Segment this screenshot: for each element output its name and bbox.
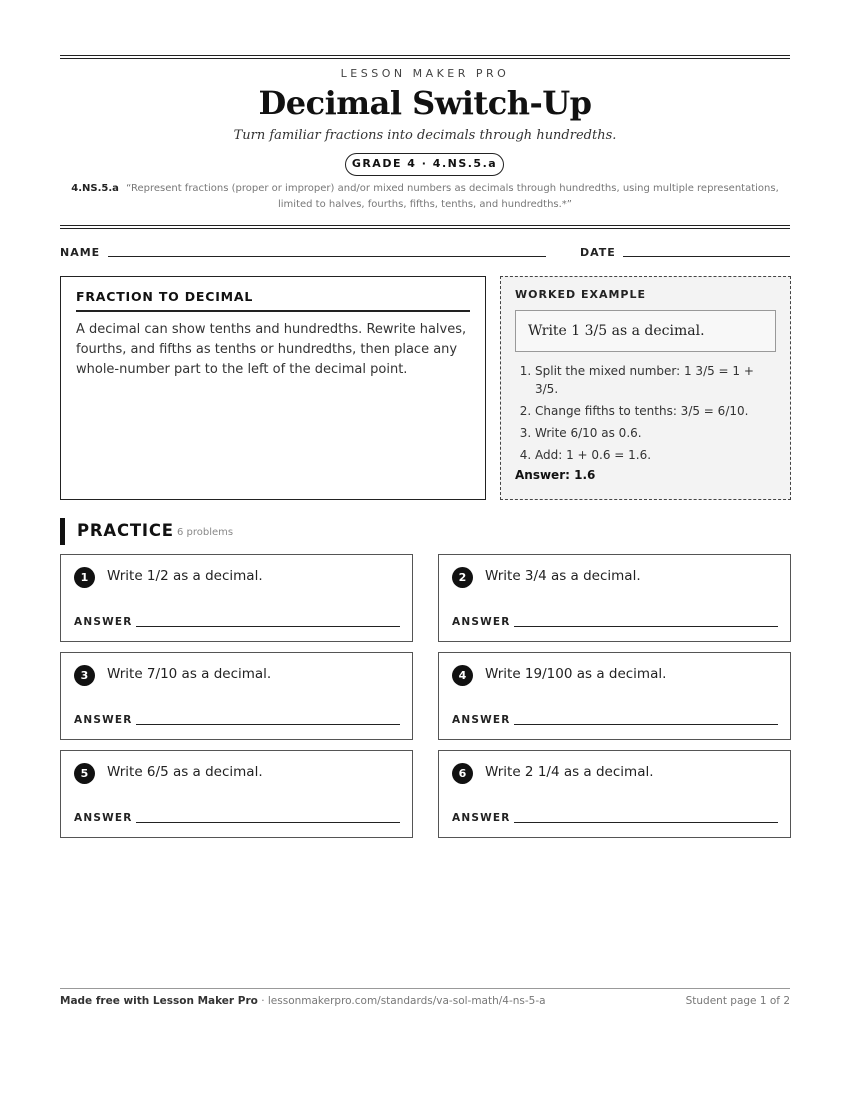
concept-heading: FRACTION TO DECIMAL: [76, 289, 470, 312]
answer-field-1[interactable]: [136, 626, 400, 627]
name-field[interactable]: [108, 256, 546, 257]
worked-example-prompt: Write 1 3/5 as a decimal.: [515, 310, 776, 352]
problem-text: Write 19/100 as a decimal.: [485, 666, 667, 682]
answer-label: ANSWER: [452, 714, 511, 726]
footer-url: · lessonmakerpro.com/standards/va-sol-math/4-ns-5-a: [257, 995, 546, 1007]
header-bottom-rule: [60, 225, 790, 226]
answer-field-6[interactable]: [514, 822, 778, 823]
worked-example-steps: [515, 362, 776, 464]
worked-example-step: 3. Write 6/10 as 0.6.: [535, 424, 776, 442]
practice-count: 6 problems: [177, 527, 234, 538]
problem-card-6: [438, 750, 791, 838]
answer-label: ANSWER: [74, 616, 133, 628]
answer-field-2[interactable]: [514, 626, 778, 627]
answer-label: ANSWER: [452, 616, 511, 628]
problem-number: 2: [452, 567, 473, 588]
footer-rule: [60, 988, 790, 989]
problem-text: Write 3/4 as a decimal.: [485, 568, 641, 584]
date-field[interactable]: [623, 256, 790, 257]
footer-credit: [60, 995, 546, 1007]
answer-field-3[interactable]: [136, 724, 400, 725]
worked-example-step: 1. Split the mixed number: 1 3/5 = 1 + 3/5.: [535, 362, 776, 398]
answer-field-5[interactable]: [136, 822, 400, 823]
problem-card-3: [60, 652, 413, 740]
problem-text: Write 2 1/4 as a decimal.: [485, 764, 654, 780]
problem-number: 3: [74, 665, 95, 686]
worked-example-heading: WORKED EXAMPLE: [515, 288, 646, 301]
problem-card-1: [60, 554, 413, 642]
header-bottom-rule-inner: [60, 228, 790, 229]
standard-code: 4.NS.5.a: [71, 183, 119, 194]
problem-number: 6: [452, 763, 473, 784]
worked-example-step: 2. Change fifths to tenths: 3/5 = 6/10.: [535, 402, 776, 420]
grade-badge: GRADE 4 · 4.NS.5.a: [345, 153, 504, 176]
standard-description: [64, 181, 786, 213]
problem-text: Write 7/10 as a decimal.: [107, 666, 272, 682]
concept-panel: [60, 276, 486, 500]
worked-example-answer: Answer: 1.6: [515, 468, 596, 482]
problem-number: 4: [452, 665, 473, 686]
answer-label: ANSWER: [74, 812, 133, 824]
problem-number: 5: [74, 763, 95, 784]
name-label: NAME: [60, 246, 101, 259]
page-title: Decimal Switch-Up: [258, 84, 592, 122]
answer-label: ANSWER: [452, 812, 511, 824]
problem-number: 1: [74, 567, 95, 588]
answer-label: ANSWER: [74, 714, 133, 726]
answer-field-4[interactable]: [514, 724, 778, 725]
top-rule: [60, 55, 790, 56]
problem-text: Write 6/5 as a decimal.: [107, 764, 263, 780]
standard-text: “Represent fractions (proper or improper) and/or mixed numbers as decimals through hundredths, using multiple representations, limited to halves, fourths, fifths, tenths, and hundredths.*”: [126, 183, 779, 210]
practice-heading: PRACTICE: [77, 521, 174, 540]
concept-body: A decimal can show tenths and hundredths. Rewrite halves, fourths, and fifths as tenths or hundredths, then place any whole-number part to the left of the decimal point.: [76, 322, 467, 377]
page-subtitle: Turn familiar fractions into decimals through hundredths.: [233, 128, 617, 143]
top-rule-inner: [60, 58, 790, 59]
date-label: DATE: [580, 246, 616, 259]
problem-card-2: [438, 554, 791, 642]
footer-made-with: Made free with Lesson Maker Pro: [60, 995, 258, 1007]
problem-card-5: [60, 750, 413, 838]
worked-example-panel: [500, 276, 791, 500]
brand-label: LESSON MAKER PRO: [340, 67, 510, 80]
practice-accent-bar: [60, 518, 65, 545]
problem-text: Write 1/2 as a decimal.: [107, 568, 263, 584]
footer-page-number: Student page 1 of 2: [685, 995, 790, 1007]
worked-example-step: 4. Add: 1 + 0.6 = 1.6.: [535, 446, 776, 464]
problem-card-4: [438, 652, 791, 740]
